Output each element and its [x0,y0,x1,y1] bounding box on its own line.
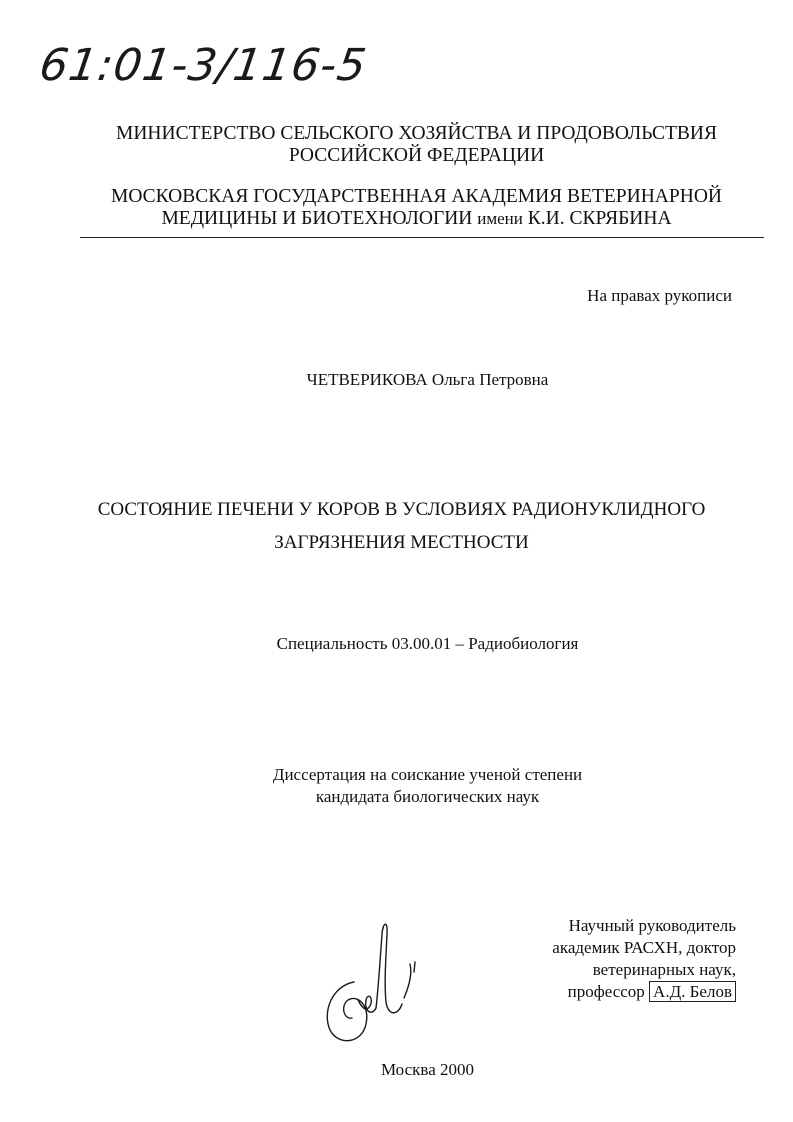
degree-line-1: Диссертация на соискание ученой степени [272,765,583,784]
ministry-header [40,123,793,167]
academy-line-2-name: К.И. СКРЯБИНА [522,208,672,229]
academy-line-2-small: имени [477,209,523,228]
city-year: Москва 2000 [380,1060,475,1079]
ministry-line-2: РОССИЙСКОЙ ФЕДЕРАЦИИ [288,145,545,166]
title-line-1: СОСТОЯНИЕ ПЕЧЕНИ У КОРОВ В УСЛОВИЯХ РАДИОНУКЛИДНОГО [97,499,706,520]
supervisor-line-1: Научный руководитель [568,916,736,935]
signature-icon [318,912,428,1052]
ministry-line-1: МИНИСТЕРСТВО СЕЛЬСКОГО ХОЗЯЙСТВА И ПРОДОВОЛЬСТВИЯ [116,123,717,144]
supervisor-line-2: академик РАСХН, доктор [552,938,736,957]
academy-line-2 [40,208,793,230]
manuscript-rights: На правах рукописи [587,286,732,305]
scientific-supervisor [552,915,736,1003]
supervisor-title: профессор [567,982,650,1001]
handwritten-catalog-code: 61:01-3/116-5 [36,40,370,91]
author-name: ЧЕТВЕРИКОВА Ольга Петровна [306,370,549,389]
specialty: Специальность 03.00.01 – Радиобиология [276,634,579,653]
title-line-2: ЗАГРЯЗНЕНИЯ МЕСТНОСТИ [274,532,529,553]
academy-header [40,186,793,230]
degree-line-2: кандидата биологических наук [315,787,540,806]
supervisor-line-4 [552,981,736,1003]
academy-line-1: МОСКОВСКАЯ ГОСУДАРСТВЕННАЯ АКАДЕМИЯ ВЕТЕРИНАРНОЙ [111,186,722,207]
supervisor-line-3: ветеринарных наук, [592,960,736,979]
header-divider [80,237,764,238]
degree-statement [0,764,793,808]
dissertation-title [40,493,763,559]
supervisor-name-box: А.Д. Белов [649,981,736,1002]
academy-line-2-main: МЕДИЦИНЫ И БИОТЕХНОЛОГИИ [161,208,478,229]
